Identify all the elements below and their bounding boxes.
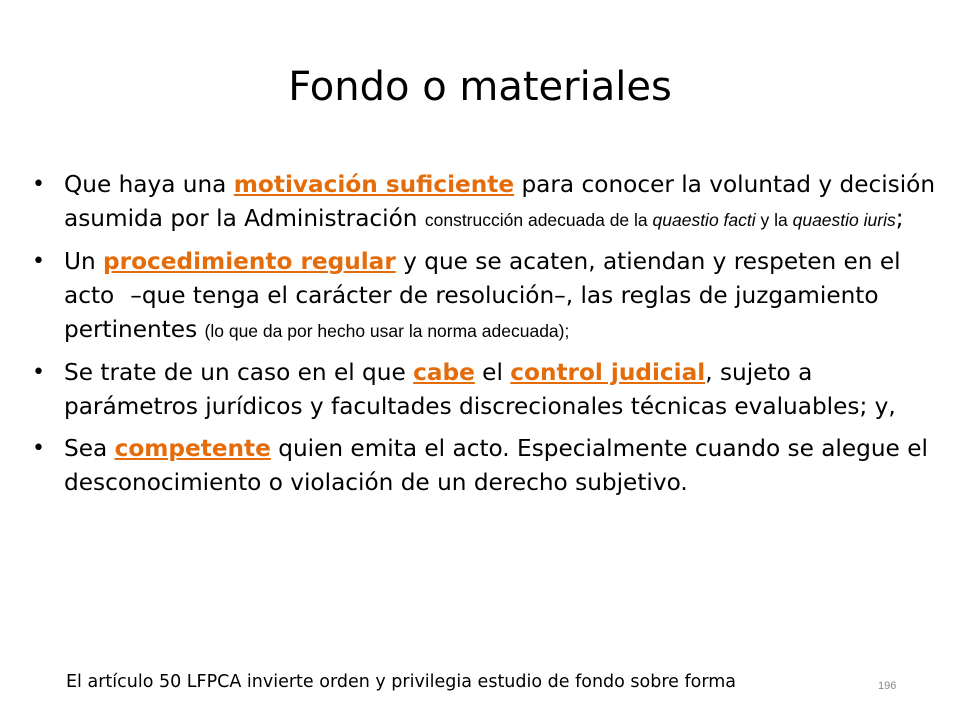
bullet-glyph: • bbox=[32, 436, 45, 461]
note-text: construcción adecuada de la bbox=[424, 210, 653, 230]
bullet-text: Sea bbox=[64, 435, 115, 462]
bullet-list bbox=[32, 168, 950, 508]
keyword-competente: competente bbox=[114, 435, 271, 462]
page-number: 196 bbox=[878, 680, 897, 692]
bullet-text: para conocer la voluntad y decisión asumida por la Administración bbox=[64, 171, 936, 232]
bullet-glyph: • bbox=[32, 360, 45, 385]
bullet-text: el bbox=[474, 359, 511, 386]
bullet-text: Que haya una bbox=[64, 171, 234, 198]
bullet-glyph: • bbox=[32, 249, 45, 274]
bullet-text: –que tenga el carácter de resolución–, las reglas de juzgamiento pertinentes bbox=[64, 282, 879, 343]
bullet-text: Se trate de un caso en el que bbox=[64, 359, 414, 386]
bullet-glyph: • bbox=[32, 172, 45, 197]
bullet-item-competente bbox=[32, 432, 950, 500]
note-italic-text: quaestio facti bbox=[652, 210, 756, 230]
bullet-item-procedimiento bbox=[32, 245, 950, 348]
keyword-procedimiento: procedimiento regular bbox=[103, 248, 396, 275]
bullet-text: , sujeto a parámetros jurídicos y facultades discrecionales técnicas evaluables; y, bbox=[64, 359, 896, 420]
bullet-item-motivacion bbox=[32, 168, 950, 237]
note-text: y la bbox=[755, 210, 793, 230]
slide-title: Fondo o materiales bbox=[288, 64, 672, 110]
footer-note: El artículo 50 LFPCA invierte orden y privilegia estudio de fondo sobre forma bbox=[66, 672, 737, 692]
bullet-note bbox=[425, 210, 896, 230]
keyword-cabe: cabe bbox=[413, 359, 475, 386]
keyword-control-judicial: control judicial bbox=[510, 359, 706, 386]
bullet-text: quien emita el acto. Especialmente cuando se alegue el desconocimiento o violación de un derecho subjetivo. bbox=[64, 435, 928, 496]
bullet-text: y que se acaten, atiendan y respeten en el acto bbox=[64, 248, 901, 309]
bullet-item-control-judicial bbox=[32, 356, 950, 424]
keyword-motivacion: motivación suficiente bbox=[233, 171, 515, 198]
bullet-note: (lo que da por hecho usar la norma adecuada); bbox=[204, 321, 570, 341]
note-italic-text: quaestio iuris bbox=[792, 210, 896, 230]
bullet-text: ; bbox=[895, 205, 904, 232]
bullet-text: Un bbox=[64, 248, 104, 275]
